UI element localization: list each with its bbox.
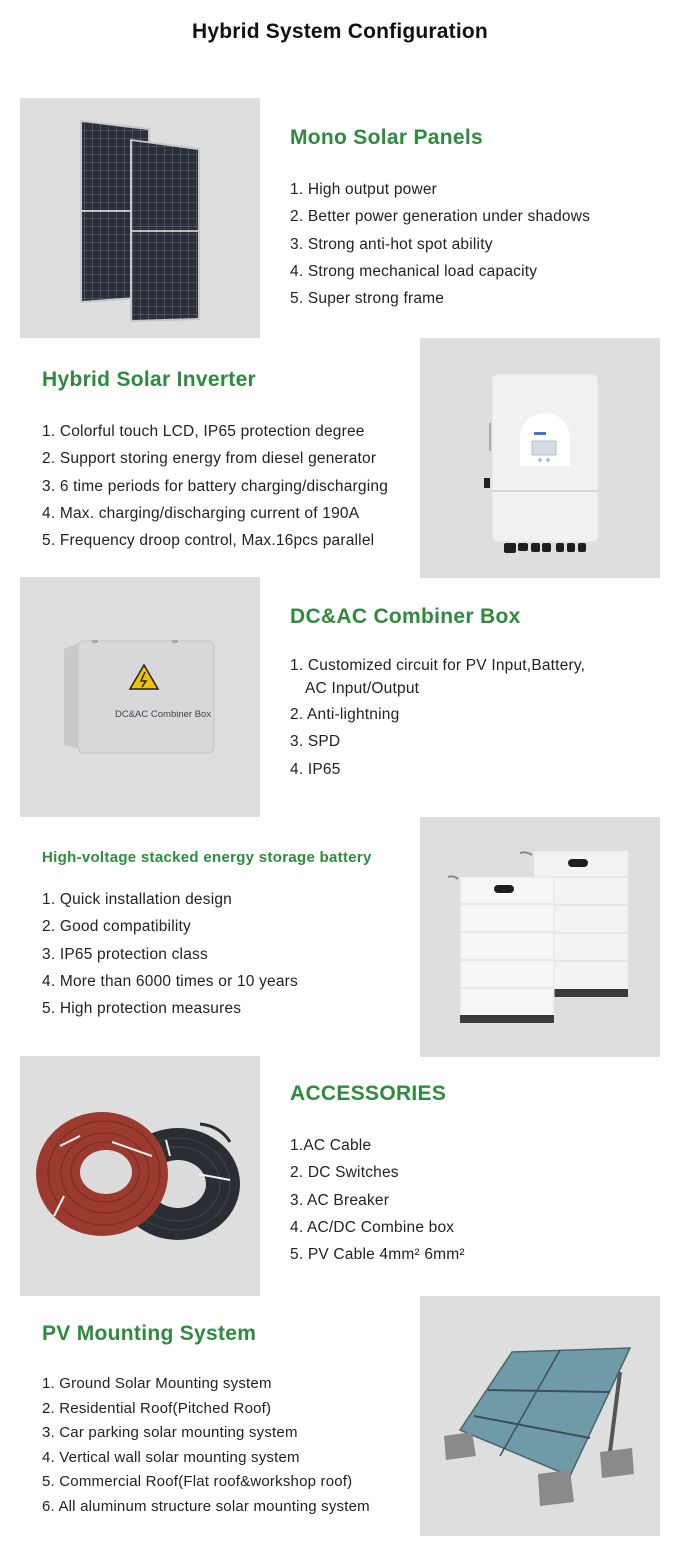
feature-item: 1. Colorful touch LCD, IP65 protection degree bbox=[42, 423, 365, 440]
feature-list bbox=[42, 1372, 370, 1519]
section-accessories bbox=[0, 1056, 680, 1296]
section-solar-panels bbox=[0, 98, 680, 338]
feature-item-continued: AC Input/Output bbox=[305, 680, 420, 697]
feature-item: 5. High protection measures bbox=[42, 1000, 242, 1018]
feature-item: 5. Super strong frame bbox=[290, 290, 445, 308]
page-title: Hybrid System Configuration bbox=[192, 20, 488, 43]
combiner-box-label: DC&AC Combiner Box bbox=[115, 709, 212, 720]
feature-item: 2. Support storing energy from diesel generator bbox=[42, 450, 377, 468]
section-heading: Hybrid Solar Inverter bbox=[42, 368, 257, 391]
feature-item: 6. All aluminum structure solar mounting system bbox=[42, 1497, 370, 1515]
feature-item: 2. Better power generation under shadows bbox=[290, 208, 591, 226]
section-heading: Mono Solar Panels bbox=[290, 126, 483, 149]
feature-item: 3. IP65 protection class bbox=[42, 945, 208, 963]
feature-item: 4. Strong mechanical load capacity bbox=[290, 262, 538, 280]
feature-list bbox=[290, 176, 590, 312]
feature-item: 1. Quick installation design bbox=[42, 891, 232, 908]
solar-panels-image bbox=[20, 98, 260, 338]
mounting-system-image bbox=[420, 1296, 660, 1536]
feature-list bbox=[42, 886, 372, 1022]
feature-item: 4. Max. charging/discharging current of 190A bbox=[42, 504, 360, 522]
feature-item: 1. Customized circuit for PV Input,Battery, bbox=[290, 657, 586, 674]
feature-item: 4. IP65 bbox=[290, 760, 341, 778]
battery-text bbox=[42, 849, 372, 1022]
feature-item: 1.AC Cable bbox=[290, 1137, 372, 1154]
feature-item: 1. Ground Solar Mounting system bbox=[42, 1375, 272, 1392]
mounting-text bbox=[42, 1322, 370, 1519]
feature-item: 2. Good compatibility bbox=[42, 918, 191, 936]
feature-item: 4. AC/DC Combine box bbox=[290, 1218, 455, 1236]
inverter-text bbox=[42, 368, 388, 554]
feature-item: 3. 6 time periods for battery charging/discharging bbox=[42, 477, 389, 495]
feature-item: 2. Anti-lightning bbox=[290, 706, 400, 723]
feature-item: 3. Strong anti-hot spot ability bbox=[290, 235, 493, 253]
inverter-image bbox=[420, 338, 660, 578]
section-heading: ACCESSORIES bbox=[290, 1082, 447, 1105]
feature-item: 5. PV Cable 4mm² 6mm² bbox=[290, 1246, 465, 1264]
section-inverter bbox=[0, 338, 680, 578]
feature-item: 3. Car parking solar mounting system bbox=[42, 1424, 298, 1441]
feature-list bbox=[42, 418, 388, 554]
combiner-box-image bbox=[20, 577, 260, 817]
feature-item: 4. More than 6000 times or 10 years bbox=[42, 972, 298, 990]
feature-item: 3. AC Breaker bbox=[290, 1191, 390, 1209]
section-battery bbox=[0, 817, 680, 1057]
feature-item: 3. SPD bbox=[290, 733, 341, 751]
feature-item: 1. High output power bbox=[290, 181, 438, 198]
feature-list bbox=[290, 1132, 465, 1268]
feature-item: 5. Commercial Roof(Flat roof&workshop roof) bbox=[42, 1473, 353, 1490]
accessories-text bbox=[290, 1082, 465, 1268]
solar-panels-text bbox=[290, 126, 590, 312]
section-mounting bbox=[0, 1296, 680, 1536]
feature-item: 2. Residential Roof(Pitched Roof) bbox=[42, 1399, 272, 1417]
battery-image bbox=[420, 817, 660, 1057]
combiner-box-text bbox=[290, 605, 585, 783]
section-combiner-box bbox=[0, 577, 680, 817]
feature-item: 5. Frequency droop control, Max.16pcs parallel bbox=[42, 532, 375, 550]
feature-item: 2. DC Switches bbox=[290, 1164, 399, 1182]
cables-image bbox=[20, 1056, 260, 1296]
feature-item: 4. Vertical wall solar mounting system bbox=[42, 1448, 300, 1466]
section-heading: DC&AC Combiner Box bbox=[290, 605, 521, 628]
section-heading: High-voltage stacked energy storage battery bbox=[42, 849, 372, 866]
section-heading: PV Mounting System bbox=[42, 1322, 257, 1345]
feature-list bbox=[290, 655, 585, 783]
